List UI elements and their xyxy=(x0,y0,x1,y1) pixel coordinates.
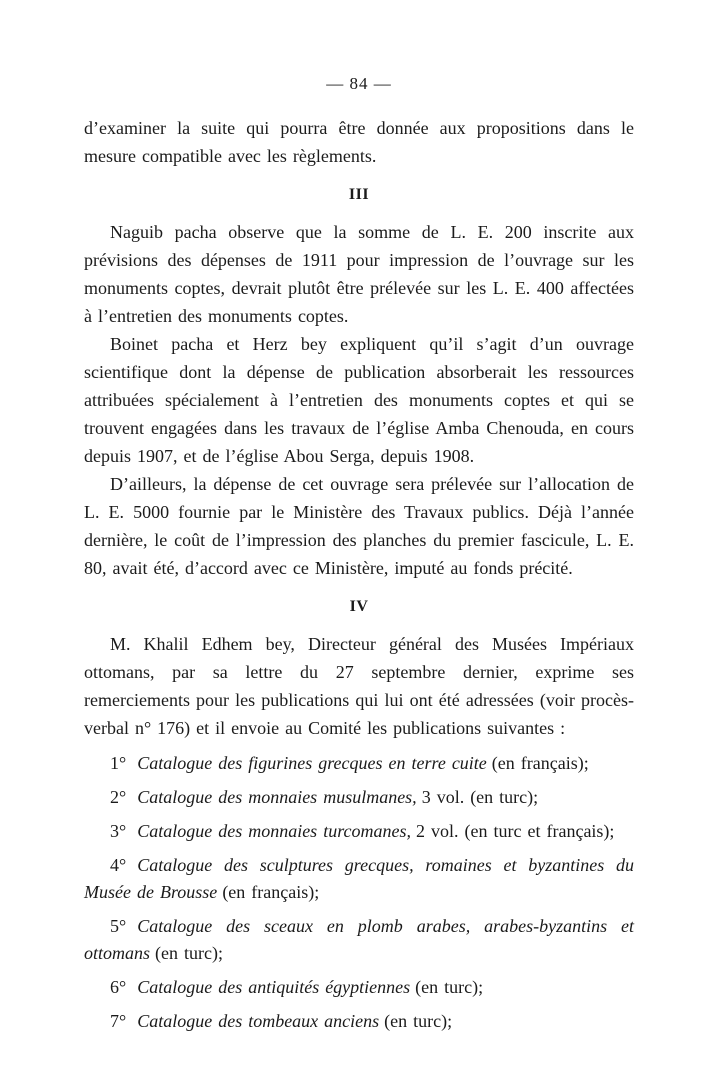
item-title: Catalogue des monnaies musulmanes, xyxy=(137,787,417,807)
item-note: 2 vol. (en turc et français); xyxy=(416,821,615,841)
item-title: Catalogue des sceaux en plomb arabes, arabes-byzantins et ottomans xyxy=(84,916,634,963)
item-number: 4° xyxy=(110,855,127,875)
item-note: 3 vol. (en turc); xyxy=(421,787,539,807)
item-note: (en français); xyxy=(222,882,320,902)
section-heading-iii: III xyxy=(348,186,370,203)
list-item xyxy=(84,750,634,777)
item-number: 5° xyxy=(110,916,127,936)
item-title: Catalogue des figurines grecques en terre cuite xyxy=(137,753,487,773)
item-title: Catalogue des monnaies turcomanes, xyxy=(137,821,412,841)
paragraph-boinet-herz: Boinet pacha et Herz bey expliquent qu’il s’agit d’un ouvrage scientifique dont la dépense de publication absorberait les ressources attribuées spécialement à l’entretien des monuments coptes et qui se trouvent engagées dans les travaux de l’église Amba Chenouda, en cours depuis 1907, et de l’église Abou Serga, depuis 1908. xyxy=(84,334,634,466)
paragraph-naguib: Naguib pacha observe que la somme de L. E. 200 inscrite aux prévisions des dépenses de 1911 pour impression de l’ouvrage sur les monuments coptes, devrait plutôt être prélevée sur les L. E. 400 affectées à l’entretien des monuments coptes. xyxy=(84,222,634,326)
paragraph-khalil-edhem: M. Khalil Edhem bey, Directeur général des Musées Impériaux ottomans, par sa lettre du 27 septembre dernier, exprime ses remerciements pour les publications qui lui ont été adressées (voir procès-verbal n° 176) et il envoie au Comité les publications suivantes : xyxy=(84,634,634,738)
list-item xyxy=(84,852,634,906)
paragraph-dailleurs: D’ailleurs, la dépense de cet ouvrage sera prélevée sur l’allocation de L. E. 5000 fournie par le Ministère des Travaux publics. Déjà l’année dernière, le coût de l’impression des planches du premier fascicule, L. E. 80, avait été, d’accord avec ce Ministère, imputé au fonds précité. xyxy=(84,474,634,578)
list-item xyxy=(84,818,634,845)
item-title: Catalogue des antiquités égyptiennes xyxy=(137,977,411,997)
item-title: Catalogue des sculptures grecques, romaines et byzantines du Musée de Brousse xyxy=(84,855,634,902)
item-number: 7° xyxy=(110,1011,127,1031)
section-heading-iv: IV xyxy=(349,598,369,615)
item-number: 2° xyxy=(110,787,127,807)
continuation-paragraph: d’examiner la suite qui pourra être donnée aux propositions dans le mesure compatible avec les règlements. xyxy=(84,118,634,166)
list-item xyxy=(84,784,634,811)
publication-list xyxy=(84,750,634,1035)
list-item xyxy=(84,974,634,1001)
item-number: 6° xyxy=(110,977,127,997)
item-title: Catalogue des tombeaux anciens xyxy=(137,1011,380,1031)
item-number: 3° xyxy=(110,821,127,841)
list-item xyxy=(84,1008,634,1035)
item-note: (en turc); xyxy=(415,977,484,997)
item-number: 1° xyxy=(110,753,127,773)
list-item xyxy=(84,913,634,967)
item-note: (en turc); xyxy=(155,943,223,963)
page-number: — 84 — xyxy=(326,74,392,93)
item-note: (en français); xyxy=(491,753,589,773)
item-note: (en turc); xyxy=(384,1011,453,1031)
